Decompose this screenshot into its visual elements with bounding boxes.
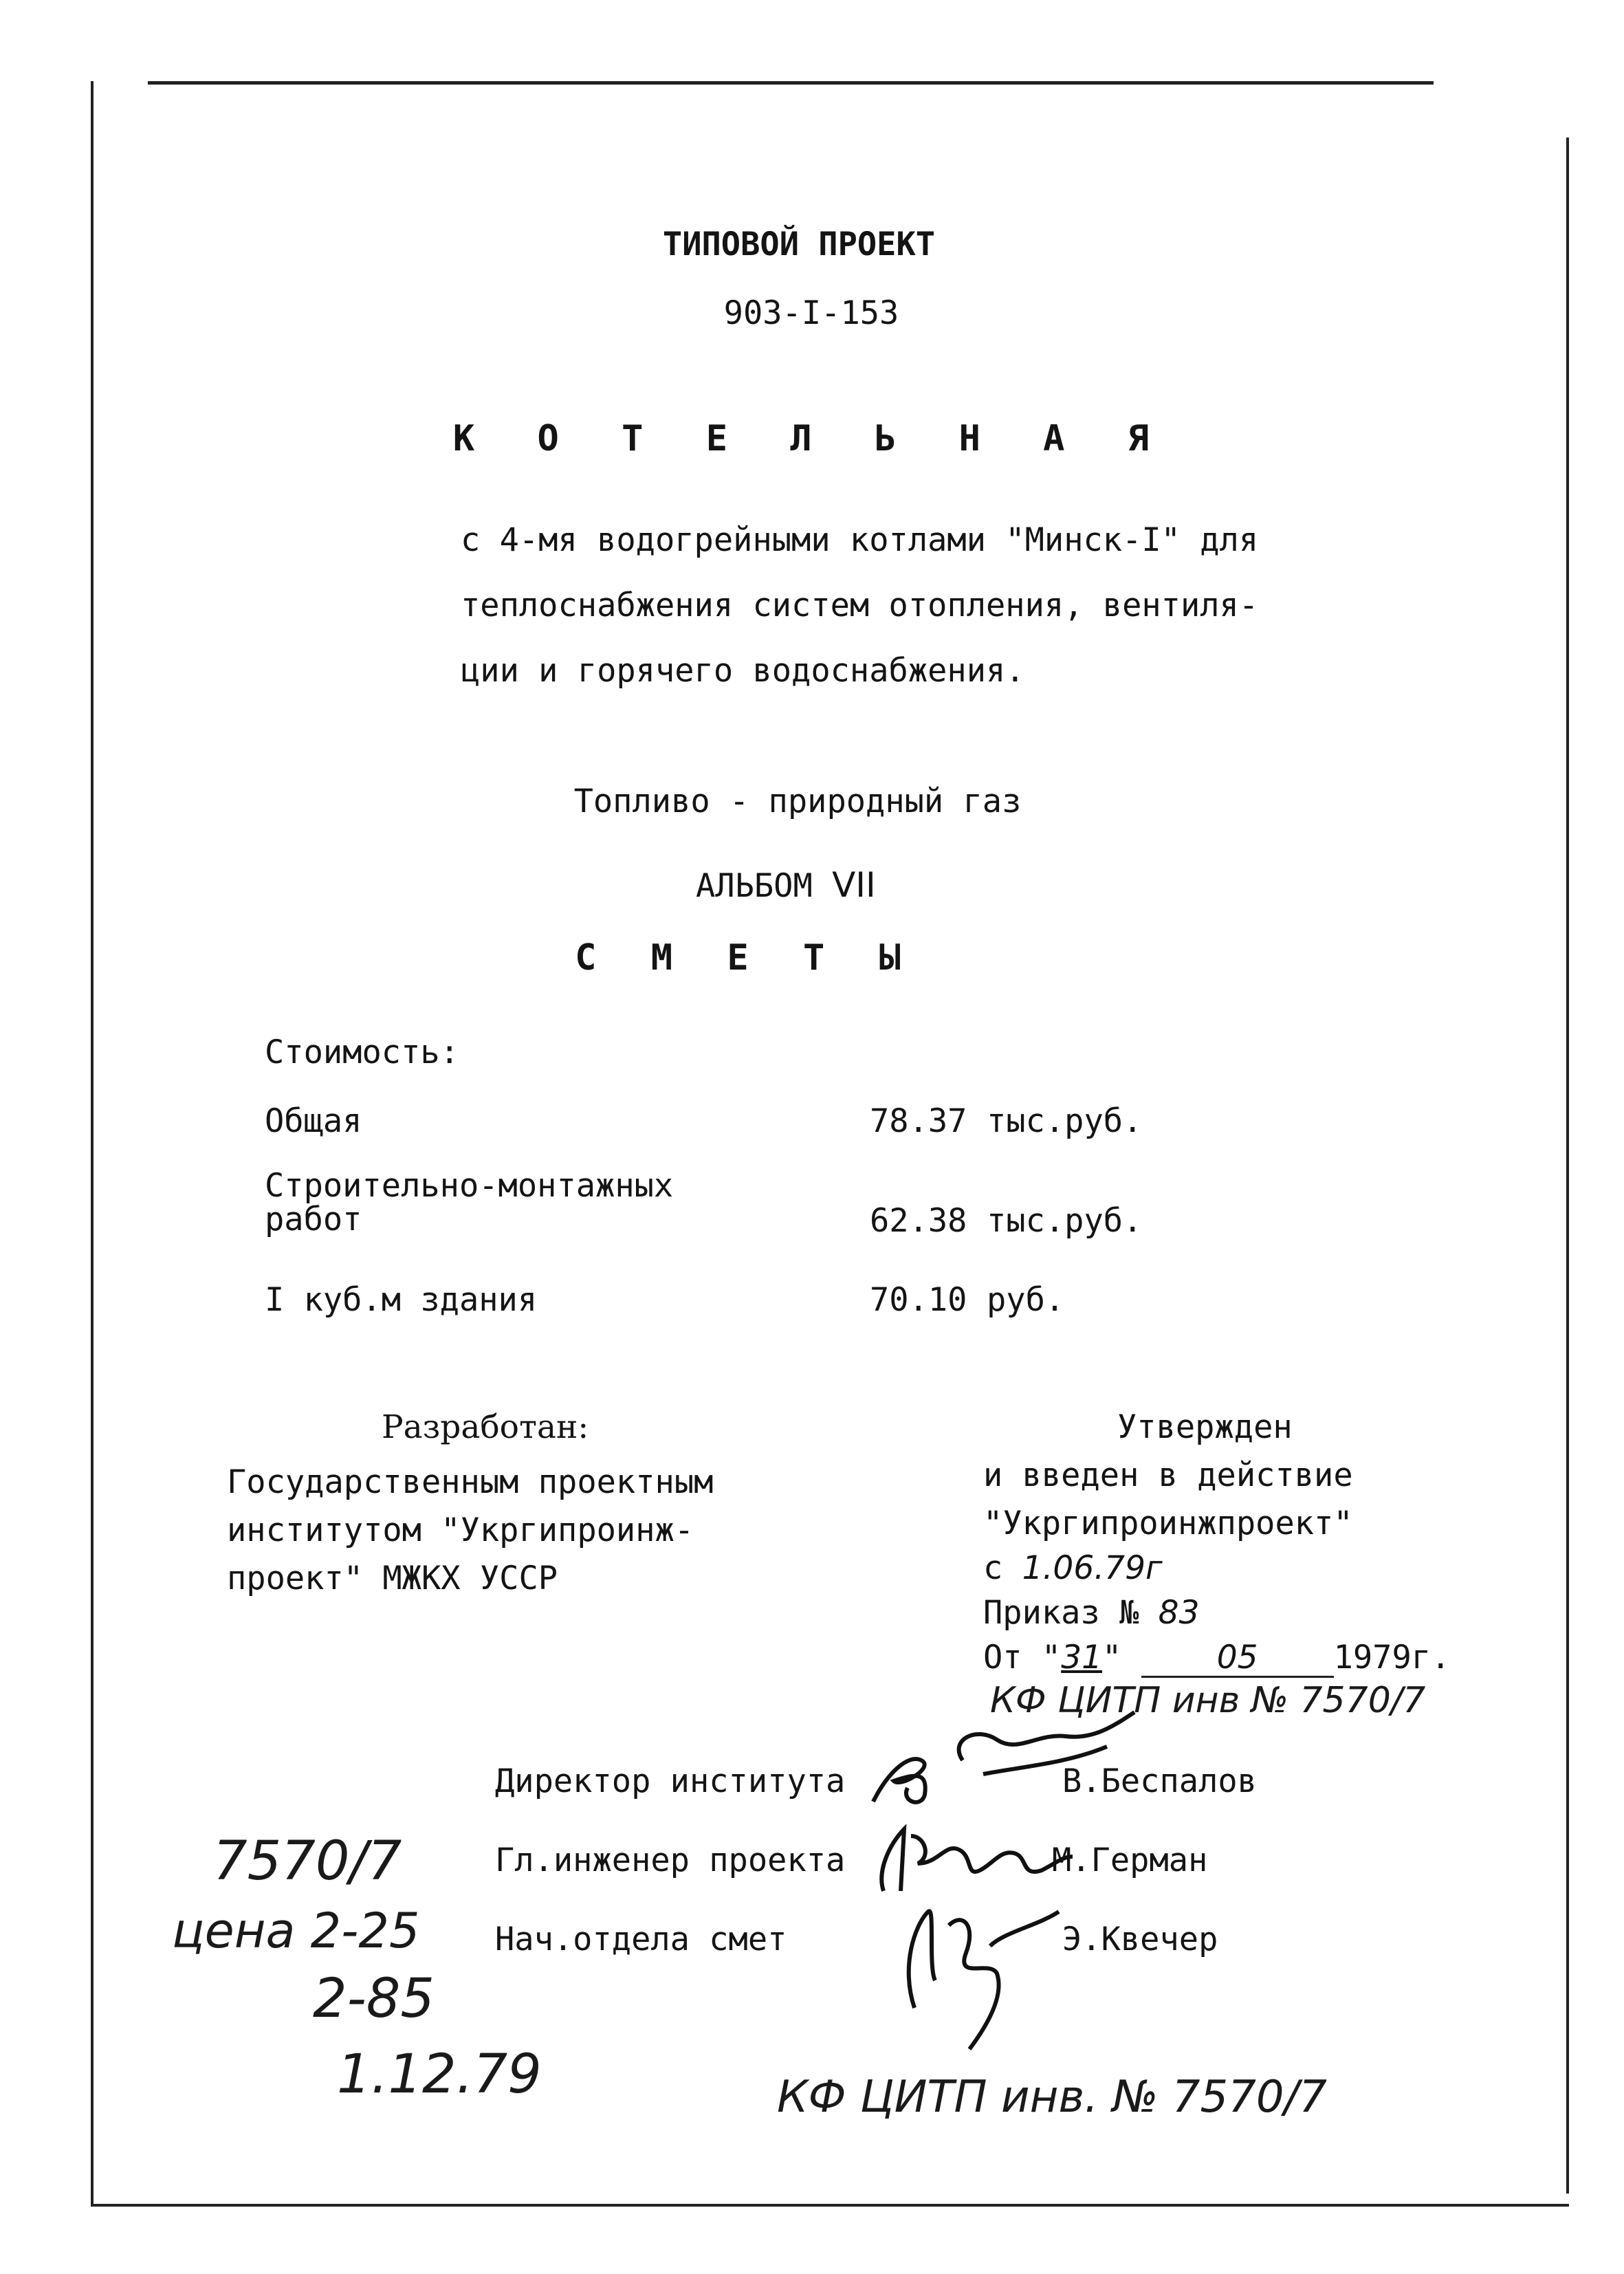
signature-name-chief-engineer: М.Герман [1052, 1841, 1208, 1879]
cost-row-unit: руб. [987, 1281, 1065, 1319]
signature-name-director: В.Беспалов [1062, 1762, 1257, 1800]
developed-heading: Разработан: [382, 1408, 589, 1446]
description-line-1: с 4-мя водогрейными котлами "Минск-I" для [461, 521, 1259, 559]
cost-row-label: Строительно-монтажных работ [265, 1167, 674, 1239]
approval-date-prefix: с [983, 1549, 1003, 1587]
handwritten-date: 1.12.79 [337, 2044, 542, 2106]
cost-row-unit: тыс.руб. [987, 1102, 1143, 1140]
from-month: 05 [1141, 1640, 1334, 1678]
developed-line-2: институтом "Укргипроинж- [227, 1511, 694, 1549]
handwritten-code: 7570/7 [213, 1830, 402, 1892]
description-line-3: ции и горячего водоснабжения. [461, 652, 1025, 690]
signature-role-estimates-head: Нач.отдела смет [495, 1921, 787, 1958]
signature-name-estimates-head: Э.Квечер [1062, 1921, 1218, 1958]
top-border-line [148, 81, 1434, 85]
album-label: АЛЬБОМ [696, 867, 813, 905]
cost-row-value: 78.37 [870, 1102, 967, 1140]
cost-row-value: 70.10 [870, 1281, 967, 1319]
order-line [983, 1595, 1199, 1631]
handwritten-price-label: цена 2-25 [172, 1903, 420, 1959]
from-year: 1979г. [1333, 1639, 1451, 1676]
developed-line-3: проект" МЖКХ УССР [227, 1560, 558, 1597]
order-number: 83 [1158, 1594, 1200, 1632]
description-line-2: теплоснабжения систем отопления, вентиля- [461, 587, 1259, 624]
approved-line-2: "Укргипроинжпроект" [983, 1505, 1353, 1542]
from-day: 31 [1061, 1639, 1102, 1676]
document-title: К О Т Е Л Ь Н А Я [452, 418, 1170, 459]
album-number: VII [832, 865, 876, 905]
order-date-line [983, 1640, 1450, 1678]
developed-line-1: Государственным проектным [227, 1463, 714, 1501]
cost-row-value: 62.38 [870, 1202, 967, 1240]
signature-role-director: Директор института [495, 1762, 846, 1800]
album-heading [696, 866, 876, 904]
stamp-lower: КФ ЦИТП инв. № 7570/7 [777, 2072, 1327, 2123]
right-border-line [1566, 138, 1569, 2194]
cost-heading: Стоимость: [265, 1034, 459, 1071]
from-label: От " [983, 1639, 1062, 1676]
fuel-type: Топливо - природный газ [573, 783, 1022, 820]
bottom-border-line [91, 2204, 1569, 2207]
album-title: С М Е Т Ы [575, 937, 917, 979]
signature-role-chief-engineer: Гл.инженер проекта [495, 1841, 846, 1879]
cost-row-unit: тыс.руб. [987, 1202, 1143, 1240]
left-border-line [91, 81, 94, 2206]
project-type: ТИПОВОЙ ПРОЕКТ [662, 226, 936, 263]
cost-row-label: I куб.м здания [265, 1281, 538, 1319]
project-number: 903-I-153 [723, 294, 899, 332]
handwritten-price-new: 2-85 [313, 1968, 435, 2030]
approval-date-value: 1.06.79г [1022, 1549, 1163, 1587]
from-mid: " [1102, 1639, 1122, 1676]
approved-line-1: и введен в действие [983, 1456, 1353, 1494]
signature-estimates-head-scribble [887, 1884, 1066, 2063]
cost-row-label: Общая [265, 1102, 362, 1140]
approval-date [983, 1551, 1163, 1586]
approved-heading: Утвержден [1117, 1408, 1293, 1446]
order-label: Приказ № [983, 1594, 1139, 1632]
stamp-upper: КФ ЦИТП инв № 7570/7 [990, 1680, 1426, 1721]
signature-director-scribble [859, 1698, 1148, 1815]
